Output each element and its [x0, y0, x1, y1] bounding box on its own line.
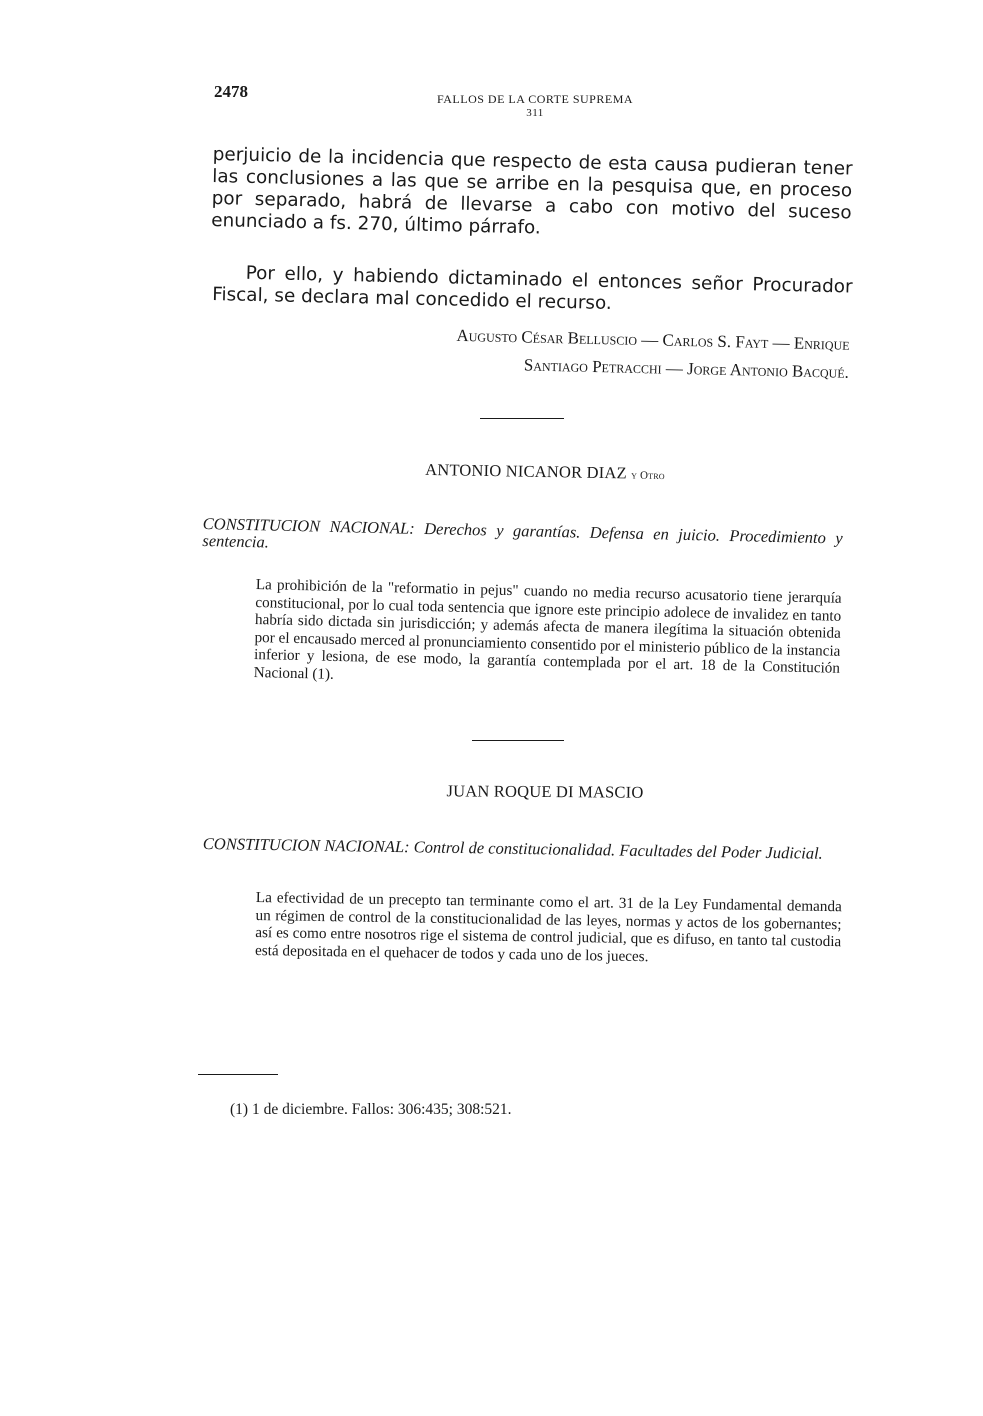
body-paragraph-2: Por ello, y habiendo dictaminado el entonces señor Procurador Fiscal, se declara mal concedido el recurso. — [212, 263, 853, 315]
section-divider — [480, 418, 564, 419]
running-title: FALLOS DE LA CORTE SUPREMA — [436, 92, 634, 106]
case-topic: CONSTITUCION NACIONAL: Control de constitucionalidad. Facultades del Poder Judicial. — [202, 833, 823, 863]
running-header — [380, 92, 690, 120]
signatures-block — [329, 319, 850, 387]
body-paragraph-1: perjuicio de la incidencia que respecto de esta causa pudieran tener las conclusiones a las que se arribe en la pesquisa que, en proceso por separado, habrá de llevarse a cabo con motivo del suceso enunciado a fs. 270, último párrafo. — [211, 144, 853, 239]
signatures-line-2: Santiago Petracchi — Jorge Antonio Bacqué. — [523, 355, 850, 382]
signatures-line-1: Augusto César Belluscio — Carlos S. Fayt — Enrique — [456, 325, 850, 354]
section-divider — [472, 740, 564, 741]
case-title-suffix: y Otro — [631, 469, 665, 483]
case-title-name: JUAN ROQUE DI MASCIO — [446, 781, 644, 802]
footnote: (1) 1 de diciembre. Fallos: 306:435; 308:521. — [230, 1101, 512, 1118]
volume-number: 311 — [526, 107, 544, 119]
case-title — [260, 457, 830, 487]
case-topic: CONSTITUCION NACIONAL: Derechos y garantías. Defensa en juicio. Procedimiento y sentencia. — [202, 513, 843, 551]
case-summary: La efectividad de un precepto tan terminante como el art. 31 de la Ley Fundamental demanda un régimen de control de la constitucionalidad de las leyes, normas y actos de los gobernantes; así es como entre nosotros rige el sistema de control judicial, que es difuso, en tanto tal custodia está depositada en el quehacer de todos y cada uno de los jueces. — [254, 889, 842, 966]
case-title-name: ANTONIO NICANOR DIAZ — [425, 459, 628, 483]
footnote-rule — [198, 1074, 278, 1075]
case-summary: La prohibición de la "reformatio in pejus" cuando no media recurso acusatorio tiene jerarquía constitucional, por lo cual toda sentencia que ignore este principio adolece de invalidez en tanto habría sido dictada sin jurisdicción; y además afecta de manera ilegítima la situación obtenida por el encausado merced al pronunciamiento consentido por el ministerio público de la instancia inferior y lesiona, de ese modo, la garantía contemplada por el art. 18 de la Constitución Nacional (1). — [253, 576, 842, 684]
page-number: 2478 — [214, 82, 248, 101]
case-title — [260, 780, 830, 804]
